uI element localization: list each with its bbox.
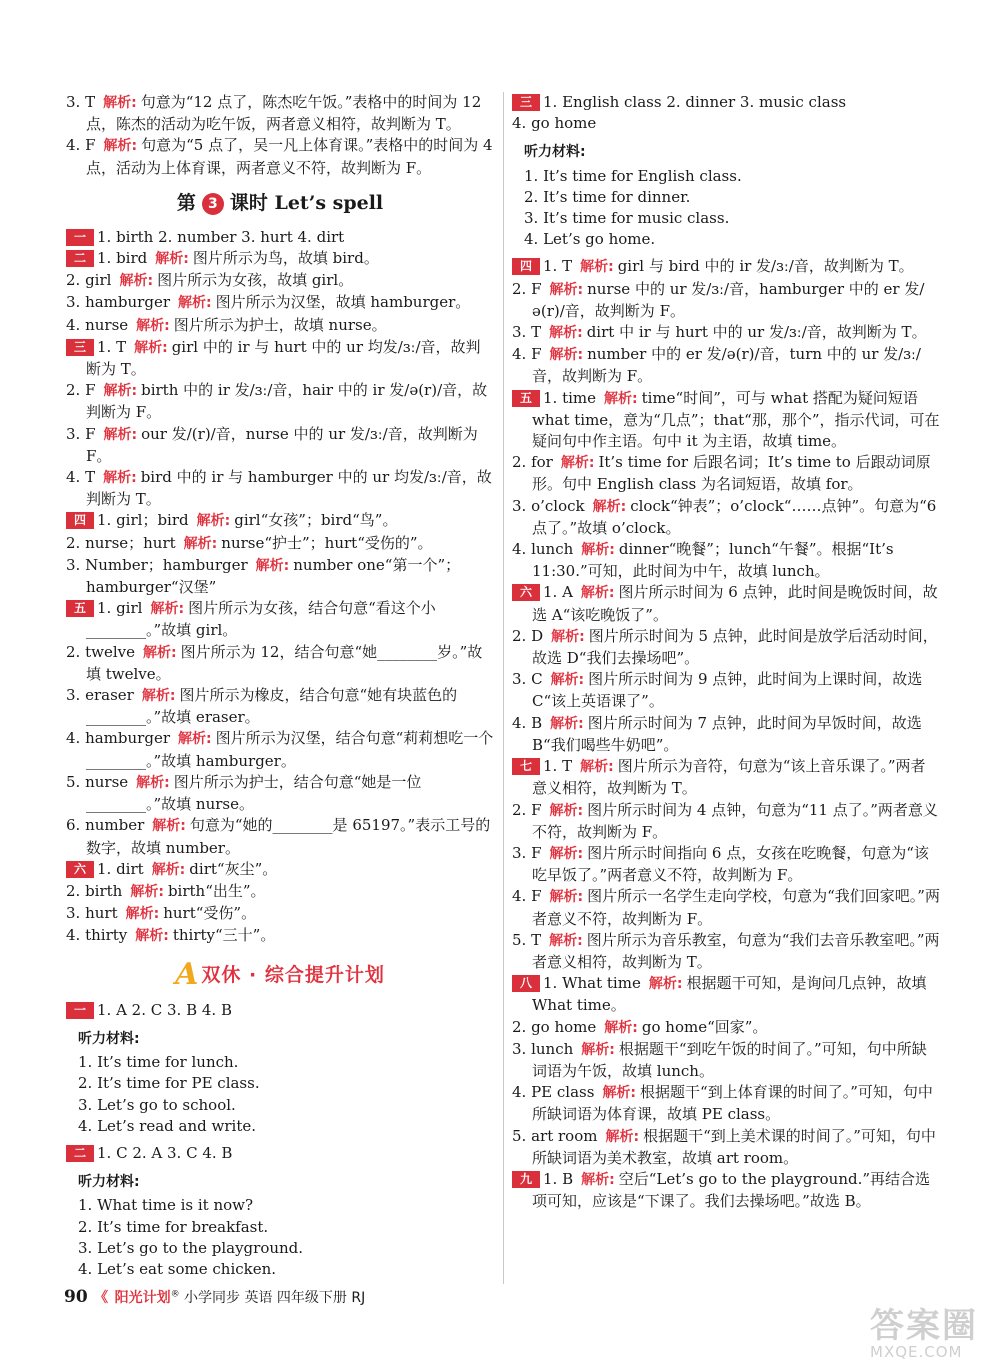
- section-badge: 七: [512, 758, 540, 775]
- answer-entry: [66, 642, 494, 685]
- answer-entry: [66, 135, 494, 178]
- answer-key: 1. T: [543, 257, 573, 276]
- answer-key: 1. A: [543, 583, 573, 602]
- analysis-label: 解析:: [580, 759, 614, 776]
- answer-entry: [512, 886, 940, 929]
- analysis-label: 解析:: [648, 976, 683, 993]
- banner-title: 双休 · 综合提升计划: [201, 963, 385, 986]
- watermark-text: 答案圈: [870, 1306, 978, 1346]
- listening-line: 2. It’s time for breakfast.: [78, 1217, 269, 1236]
- analysis-text: 句意为“12 点了，陈杰吃午饭。”表格中的时间为 12 点，陈杰的活动为吃午饭，两者意义相符，故判断为 T。: [86, 93, 482, 134]
- answer-key: 4. F: [66, 136, 96, 155]
- answer-entry: [512, 279, 940, 322]
- answer-key: 2. F: [512, 279, 542, 298]
- answer-entry: [66, 881, 494, 903]
- analysis-label: 解析:: [152, 818, 186, 835]
- analysis-text: 图片所示为音符，句意为“该上音乐课了。”两者意义相符，故判断为 T。: [532, 757, 926, 798]
- analysis-label: 解析:: [151, 861, 186, 878]
- analysis-label: 解析:: [549, 347, 584, 364]
- answer-key: 3. T: [66, 93, 96, 111]
- analysis-label: 解析:: [549, 802, 584, 819]
- answer-key: 1. T: [543, 757, 573, 776]
- analysis-label: 解析:: [581, 542, 615, 559]
- chevron-icon: 《: [94, 1290, 109, 1306]
- answer-entry: [66, 380, 494, 423]
- analysis-text: 图片所示为汉堡，结合句意“莉莉想吃一个________。”故填 hamburger。: [86, 729, 494, 770]
- answer-entry: [512, 1082, 940, 1125]
- section-badge: 四: [66, 512, 94, 529]
- answer-entry: [512, 1039, 940, 1082]
- analysis-text: 图片所示为 12，结合句意“她________岁。”故填 twelve。: [86, 642, 483, 683]
- section-badge: 五: [512, 390, 540, 407]
- section-badge: 三: [512, 94, 540, 111]
- answer-entry: [66, 598, 494, 641]
- banner-letter-icon: A: [175, 956, 200, 992]
- analysis-label: 解析:: [155, 251, 189, 268]
- lesson-number-badge: 3: [202, 193, 224, 215]
- answer-key: 4. thirty: [66, 926, 128, 945]
- answer-entry: [66, 227, 494, 248]
- answer-key: 4. lunch: [512, 540, 574, 559]
- listening-line: 3. Let’s go to the playground.: [78, 1238, 304, 1257]
- analysis-text: thirty“三十”。: [172, 926, 276, 945]
- analysis-text: 图片所示为橡皮，结合句意“她有块蓝色的________。”故填 eraser。: [86, 686, 458, 727]
- analysis-label: 解析:: [581, 1041, 615, 1058]
- answer-key: 3. F: [66, 424, 96, 443]
- answer-entry: [512, 256, 940, 278]
- answer-entry: [512, 539, 940, 582]
- listening-line: 4. Let’s eat some chicken.: [78, 1259, 277, 1278]
- analysis-text: 图片所示时间为 7 点钟，此时间为早饭时间，故选 B“我们喝些牛奶吧”。: [532, 713, 922, 754]
- listening-line: 2. It’s time for dinner.: [524, 187, 691, 206]
- answer-key: 3. C: [512, 670, 543, 689]
- analysis-text: bird 中的 ir 与 hamburger 中的 ur 均发/ɜː/音，故判断为 T。: [86, 468, 492, 509]
- answer-entry: [66, 685, 494, 728]
- answer-key: 1. C 2. A 3. C 4. B: [97, 1143, 233, 1162]
- analysis-text: girl 与 bird 中的 ir 发/ɜː/音，故判断为 T。: [617, 257, 914, 276]
- analysis-label: 解析:: [549, 889, 584, 906]
- answer-key: 6. number: [66, 816, 145, 835]
- answer-key: 2. nurse；hurt: [66, 533, 176, 552]
- listening-material-title: 听力材料:: [524, 144, 586, 161]
- analysis-label: 解析:: [178, 295, 212, 312]
- analysis-label: 解析:: [135, 928, 169, 945]
- analysis-label: 解析:: [580, 259, 614, 276]
- book-info: 小学同步 英语 四年级下册 RJ: [184, 1290, 366, 1306]
- analysis-label: 解析:: [178, 731, 212, 748]
- analysis-label: 解析:: [130, 883, 164, 900]
- analysis-label: 解析:: [604, 390, 638, 407]
- analysis-text: birth 中的 ir 发/ɜː/音，hair 中的 ir 发/ə(r)/音，故判断为 F。: [86, 381, 488, 422]
- answer-key: 2. D: [512, 626, 544, 645]
- analysis-text: dirt“灰尘”。: [189, 859, 278, 878]
- analysis-text: 根据题干可知，是询问几点钟，故填 What time。: [532, 974, 927, 1015]
- analysis-label: 解析:: [581, 1171, 615, 1188]
- analysis-label: 解析:: [119, 273, 154, 290]
- analysis-text: number 中的 er 发/ə(r)/音，turn 中的 ur 发/ɜː/音，故判断为 F。: [532, 345, 921, 386]
- answer-entry: [512, 800, 940, 843]
- answer-key: 3. eraser: [66, 686, 134, 705]
- analysis-label: 解析:: [103, 470, 137, 487]
- answer-key: 3. F: [512, 843, 542, 862]
- analysis-text: 图片所示为护士，结合句意“她是一位________。”故填 nurse。: [86, 772, 422, 814]
- analysis-label: 解析:: [136, 774, 170, 791]
- answer-entry: [512, 669, 940, 712]
- analysis-label: 解析:: [134, 339, 168, 356]
- analysis-text: It’s time for 后跟名词；It’s time to 后跟动词原形。句中 English class 为名词短语，故填 for。: [532, 453, 931, 494]
- analysis-text: 图片所示时间为 5 点钟，此时间是放学后活动时间，故选 D“我们去操场吧”。: [532, 626, 938, 668]
- analysis-label: 解析:: [103, 95, 137, 111]
- answer-entry: [66, 903, 494, 925]
- analysis-text: 图片所示时间为 6 点钟，此时间是晚饭时间，故选 A“该吃晚饭了”。: [532, 583, 938, 624]
- answer-entry: [512, 388, 940, 453]
- analysis-label: 解析:: [150, 601, 185, 618]
- analysis-label: 解析:: [142, 644, 177, 661]
- section-badge: 四: [512, 258, 540, 275]
- section-badge: 六: [512, 584, 540, 601]
- answer-key: 3. o’clock: [512, 496, 585, 515]
- section-badge: 二: [66, 1145, 94, 1162]
- answer-entry: [66, 728, 494, 771]
- analysis-text: 图片所示时间为 9 点钟，此时间为上课时间，故选 C“该上英语课了”。: [532, 670, 923, 711]
- analysis-text: birth“出生”。: [167, 881, 266, 900]
- answer-entry: [512, 452, 940, 495]
- analysis-text: girl“女孩”；bird“鸟”。: [234, 511, 398, 530]
- section-badge: 二: [66, 250, 94, 267]
- page-number: 90: [64, 1287, 88, 1307]
- answer-entry: [66, 315, 494, 337]
- section-badge: 一: [66, 229, 94, 246]
- analysis-label: 解析:: [103, 138, 138, 155]
- section-badge: 六: [66, 861, 94, 878]
- answer-key: 2. go home: [512, 1017, 597, 1036]
- answer-entry: [512, 843, 940, 886]
- analysis-label: 解析:: [141, 688, 176, 705]
- answer-key: 1. dirt: [97, 859, 144, 878]
- lesson-name: 课时 Let’s spell: [229, 191, 384, 214]
- analysis-label: 解析:: [550, 672, 585, 689]
- analysis-text: 空后“Let’s go to the playground.”再结合选项可知，应该是“下课了。我们去操场吧。”故选 B。: [532, 1169, 931, 1211]
- right-column: [512, 92, 940, 1212]
- section-badge: 一: [66, 1002, 94, 1019]
- answer-key: 2. F: [512, 800, 542, 819]
- answer-key: 1. birth 2. number 3. hurt 4. dirt: [97, 227, 345, 246]
- answer-entry: [66, 1143, 494, 1164]
- listening-line: 1. It’s time for English class.: [524, 166, 742, 185]
- analysis-label: 解析:: [551, 628, 585, 645]
- answer-entry: [512, 713, 940, 756]
- answer-entry: [512, 973, 940, 1016]
- answer-key: 1. B: [543, 1169, 574, 1188]
- analysis-text: 图片所示为女孩，结合句意“看这个小________。”故填 girl。: [86, 599, 436, 640]
- analysis-label: 解析:: [125, 906, 160, 923]
- listening-line: 3. It’s time for music class.: [524, 209, 730, 228]
- analysis-label: 解析:: [255, 557, 290, 574]
- analysis-label: 解析:: [580, 585, 615, 602]
- listening-line: 1. What time is it now?: [78, 1196, 254, 1215]
- answer-entry: [66, 467, 494, 510]
- answer-entry: [512, 344, 940, 387]
- answer-key: 4. T: [66, 468, 96, 487]
- answer-entry: [66, 555, 494, 598]
- analysis-label: 解析:: [549, 281, 584, 298]
- answer-key: 1. English class 2. dinner 3. music class: [543, 93, 847, 111]
- analysis-label: 解析:: [183, 535, 218, 552]
- analysis-text: 图片所示为汉堡，故填 hamburger。: [215, 293, 471, 312]
- registered-mark: ®: [170, 1289, 180, 1300]
- analysis-label: 解析:: [604, 1019, 638, 1036]
- answer-key: 1. girl: [97, 599, 143, 618]
- answer-key: 4. hamburger: [66, 729, 170, 748]
- answer-key: 3. hamburger: [66, 293, 170, 312]
- answer-key: 1. What time: [543, 974, 641, 993]
- answer-key: 1. bird: [97, 249, 148, 268]
- analysis-text: clock“钟表”；o’clock“……点钟”。句意为“6 点了。”故填 o’clock。: [532, 496, 937, 537]
- section-badge: 九: [512, 1171, 540, 1188]
- analysis-label: 解析:: [103, 426, 138, 443]
- answer-entry: [512, 1126, 940, 1169]
- analysis-label: 解析:: [136, 317, 170, 334]
- answer-entry: [512, 756, 940, 799]
- analysis-label: 解析:: [550, 715, 584, 732]
- brand-name: 阳光计划: [114, 1290, 171, 1306]
- answer-entry: [512, 1169, 940, 1212]
- analysis-text: time“时间”，可与 what 搭配为疑问短语 what time，意为“几点”；that“那，那个”，指示代词，可在疑问句中作主语。句中 it 为主语，故填 time。: [532, 388, 940, 451]
- analysis-text: 图片所示时间指向 6 点，女孩在吃晚餐，句意为“该吃早饭了。”两者意义不符，故判断为 F。: [532, 843, 929, 885]
- answer-key: 2. for: [512, 453, 553, 472]
- analysis-text: nurse“护士”；hurt“受伤的”。: [221, 533, 433, 552]
- listening-line: 3. Let’s go to school.: [78, 1095, 236, 1114]
- analysis-text: 图片所示为鸟，故填 bird。: [192, 249, 379, 268]
- analysis-text: 根据题干“到上美术课的时间了。”可知，句中所缺词语为美术教室，故填 art room。: [532, 1126, 936, 1167]
- analysis-label: 解析:: [549, 845, 584, 862]
- answer-entry: [512, 626, 940, 669]
- answer-entry: [512, 322, 940, 344]
- answer-entry: [512, 930, 940, 973]
- listening-material-title: 听力材料:: [78, 1030, 140, 1047]
- listening-line: 4. Let’s go home.: [524, 230, 656, 249]
- answer-key: 1. girl；bird: [97, 511, 189, 530]
- answer-key: 3. hurt: [66, 904, 118, 923]
- answer-key: 3. Number；hamburger: [66, 555, 248, 574]
- analysis-text: dirt 中 ir 与 hurt 中的 ur 发/ɜː/音，故判断为 T。: [586, 323, 927, 342]
- section-badge: 五: [66, 600, 94, 617]
- analysis-text: 图片所示一名学生走向学校，句意为“我们回家吧。”两者意义不符，故判断为 F。: [532, 887, 940, 928]
- analysis-label: 解析:: [549, 325, 583, 342]
- answer-key: 5. nurse: [66, 772, 129, 791]
- section-badge: 八: [512, 975, 540, 992]
- answer-entry: [66, 424, 494, 467]
- answer-entry: [66, 248, 494, 270]
- answer-key: 2. birth: [66, 881, 123, 900]
- answer-key: 5. art room: [512, 1126, 598, 1145]
- analysis-text: 图片所示为女孩，故填 girl。: [157, 271, 354, 290]
- analysis-text: 图片所示为音乐教室，句意为“我们去音乐教室吧。”两者意义相符，故判断为 T。: [532, 930, 940, 971]
- answer-key: 1. time: [543, 388, 597, 407]
- analysis-text: nurse 中的 ur 发/ɜː/音，hamburger 中的 er 发/ə(r)/音，故判断为 F。: [532, 279, 925, 320]
- analysis-text: hurt“受伤”。: [163, 904, 257, 923]
- answer-key: 2. F: [66, 381, 96, 400]
- answer-entry: [66, 772, 494, 815]
- answer-entry: [66, 337, 494, 380]
- answer-entry: [66, 925, 494, 947]
- analysis-text: 根据题干“到吃午饭的时间了。”可知，句中所缺词语为午饭，故填 lunch。: [532, 1039, 927, 1080]
- answer-entry: [66, 292, 494, 314]
- left-column: [66, 92, 494, 1286]
- answer-entry: [66, 533, 494, 555]
- watermark-logo: [870, 1298, 990, 1364]
- answer-key: 4. go home: [512, 114, 597, 133]
- analysis-label: 解析:: [602, 1085, 637, 1102]
- listening-material-title: 听力材料:: [78, 1174, 140, 1191]
- answer-entry: [66, 510, 494, 532]
- analysis-text: our 发/(r)/音，nurse 中的 ur 发/ɜː/音，故判断为 F。: [86, 424, 478, 465]
- answer-key: 4. F: [512, 887, 542, 906]
- answer-key: 4. F: [512, 345, 542, 364]
- analysis-text: girl 中的 ir 与 hurt 中的 ur 均发/ɜː/音，故判断为 T。: [86, 337, 481, 379]
- analysis-text: 根据题干“到上体育课的时间了。”可知，句中所缺词语为体育课，故填 PE class。: [532, 1083, 933, 1124]
- lesson-prefix: 第: [176, 191, 196, 214]
- answer-key: 1. T: [97, 337, 127, 356]
- answer-key: 2. girl: [66, 271, 112, 290]
- listening-line: 1. It’s time for lunch.: [78, 1053, 239, 1072]
- analysis-label: 解析:: [549, 932, 583, 949]
- analysis-label: 解析:: [592, 498, 627, 515]
- analysis-label: 解析:: [605, 1128, 640, 1145]
- analysis-text: go home“回家”。: [641, 1017, 768, 1036]
- answer-entry: [66, 859, 494, 881]
- analysis-label: 解析:: [560, 455, 595, 472]
- analysis-label: 解析:: [103, 383, 138, 400]
- answer-entry: [66, 270, 494, 292]
- answer-entry: [66, 1000, 494, 1021]
- answer-entry: [66, 815, 494, 858]
- answer-key: 1. A 2. C 3. B 4. B: [97, 1000, 232, 1019]
- answer-key: 3. T: [512, 323, 542, 342]
- analysis-text: 句意为“5 点了，吴一凡上体育课。”表格中的时间为 4 点，活动为上体育课，两者意义不符，故判断为 F。: [86, 136, 493, 177]
- spacer: [66, 1280, 494, 1286]
- analysis-text: 图片所示时间为 4 点钟，句意为“11 点了。”两者意义不符，故判断为 F。: [532, 800, 938, 841]
- answer-entry: [512, 496, 940, 539]
- lesson-title: [66, 193, 494, 215]
- answer-key: 4. nurse: [66, 315, 129, 334]
- analysis-text: 句意为“她的________是 65197。”表示工号的数字，故填 number。: [86, 816, 491, 857]
- answer-entry: [512, 582, 940, 625]
- section-badge: 三: [66, 339, 94, 356]
- answer-key: 2. twelve: [66, 642, 135, 661]
- answer-entry: [512, 92, 940, 113]
- answer-key: 4. PE class: [512, 1083, 595, 1102]
- analysis-text: 图片所示为护士，故填 nurse。: [173, 315, 387, 334]
- answer-key: 3. lunch: [512, 1039, 574, 1058]
- listening-line: 4. Let’s read and write.: [78, 1116, 256, 1135]
- analysis-text: dinner“晚餐”；lunch“午餐”。根据“It’s 11:30.”可知，此时间为中午，故填 lunch。: [532, 540, 894, 581]
- answer-key: 5. T: [512, 930, 542, 949]
- section-banner: [66, 956, 494, 992]
- answer-key: 4. B: [512, 713, 543, 732]
- page-footer: [64, 1287, 365, 1307]
- column-divider: [503, 92, 504, 1284]
- watermark-url: MXQE.COM: [870, 1343, 963, 1361]
- analysis-label: 解析:: [196, 513, 231, 530]
- listening-line: 2. It’s time for PE class.: [78, 1074, 260, 1093]
- answer-entry: [512, 1017, 940, 1039]
- answer-entry: [66, 92, 494, 135]
- analysis-text: number one“第一个”；hamburger“汉堡”: [86, 555, 461, 597]
